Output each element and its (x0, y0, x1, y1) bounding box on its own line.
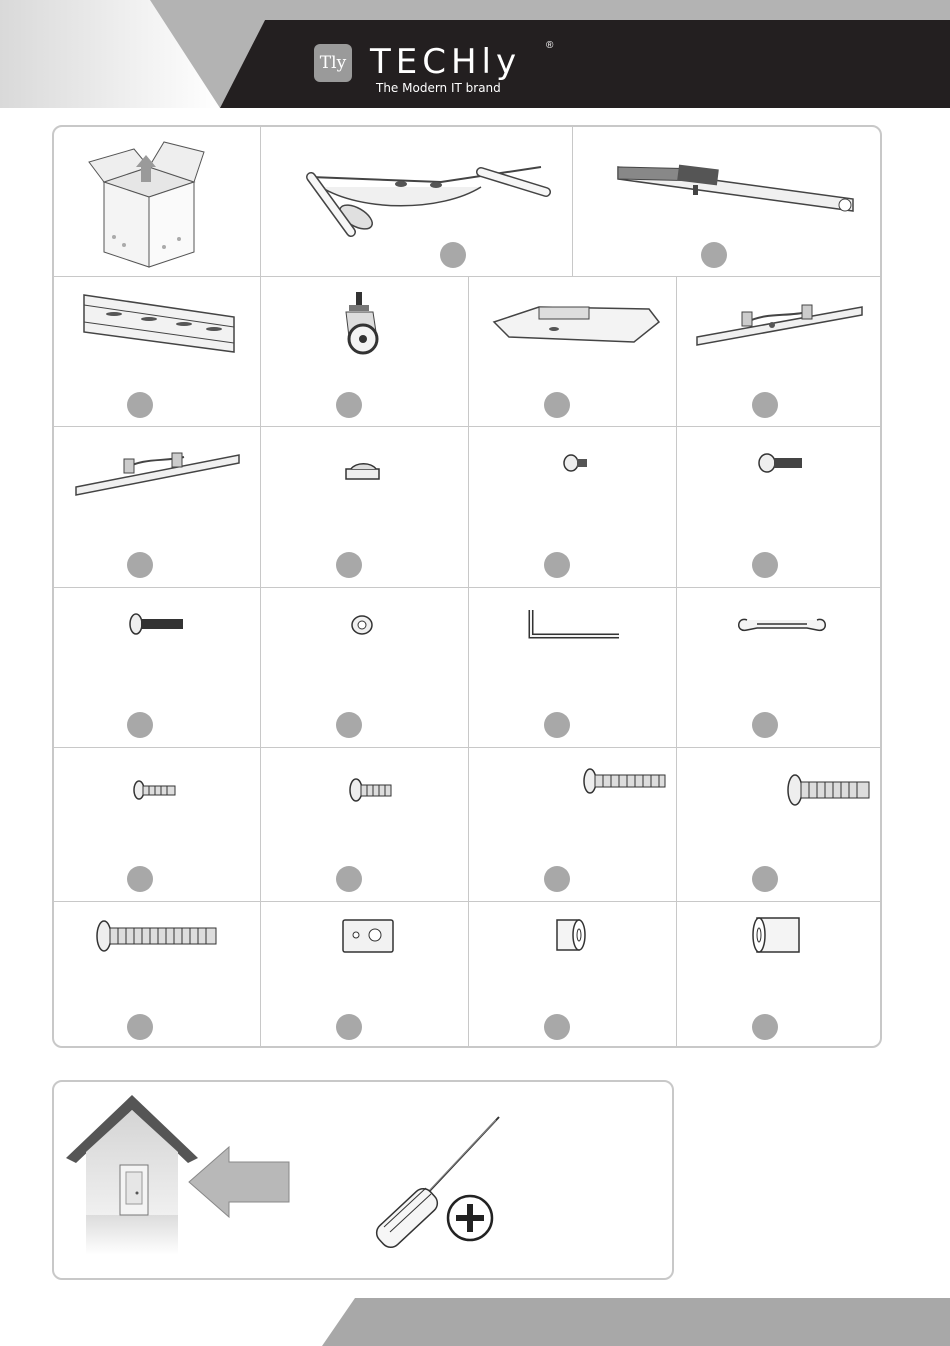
part-cell (54, 277, 261, 427)
brand-tagline: The Modern IT brand (376, 81, 501, 95)
vesa-arm-left-icon (677, 277, 882, 427)
wrench-icon (677, 588, 882, 748)
phillips-plus-icon (444, 1192, 496, 1244)
part-number-badge (752, 392, 778, 418)
part-number-badge (544, 552, 570, 578)
part-number-badge (752, 866, 778, 892)
part-number-badge (752, 712, 778, 738)
part-cell (469, 588, 677, 748)
part-number-badge (127, 552, 153, 578)
part-cell (677, 277, 882, 427)
clip-icon (261, 427, 469, 588)
part-number-badge (752, 1014, 778, 1040)
part-number-badge (336, 552, 362, 578)
part-cell (677, 427, 882, 588)
part-cell (261, 127, 573, 277)
part-cell (469, 902, 677, 1048)
wall-rail-bracket-icon (54, 277, 261, 427)
tube-spacer-icon (677, 902, 882, 1048)
part-cell (261, 588, 469, 748)
screw-m4-short-icon (54, 748, 261, 902)
part-number-badge (336, 866, 362, 892)
hex-bolt-icon (677, 427, 882, 588)
parts-list-panel (52, 125, 882, 1048)
castor-wheel-icon (261, 277, 469, 427)
button-head-bolt-icon (54, 588, 261, 748)
part-cell (469, 427, 677, 588)
footer-banner (0, 1298, 950, 1346)
part-number-badge (544, 866, 570, 892)
part-cell (261, 902, 469, 1048)
part-number-badge (336, 1014, 362, 1040)
part-cell (677, 748, 882, 902)
part-cell (677, 588, 882, 748)
part-cell (573, 127, 882, 277)
part-number-badge (127, 1014, 153, 1040)
brand-logo-group (310, 40, 570, 100)
vesa-arm-right-icon (54, 427, 261, 588)
base-frame-icon (261, 127, 573, 277)
part-cell (54, 127, 261, 277)
part-number-badge (544, 392, 570, 418)
allen-key-icon (469, 588, 677, 748)
screw-m8-long-icon (677, 748, 882, 902)
part-number-badge (544, 712, 570, 738)
ring-spacer-icon (469, 902, 677, 1048)
part-number-badge (336, 392, 362, 418)
part-cell (469, 748, 677, 902)
arrow-left-icon (184, 1142, 294, 1222)
brand-registered-mark: ® (546, 40, 554, 51)
part-cell (261, 277, 469, 427)
package-box-icon (54, 127, 261, 277)
screw-m6-long-icon (469, 748, 677, 902)
shelf-plate-icon (469, 277, 677, 427)
part-number-badge (440, 242, 466, 268)
screw-m5-short-icon (261, 748, 469, 902)
part-number-badge (127, 392, 153, 418)
part-cell (54, 902, 261, 1048)
spacer-plate-icon (261, 902, 469, 1048)
part-number-badge (336, 712, 362, 738)
part-cell (469, 277, 677, 427)
part-cell (261, 748, 469, 902)
screw-m8-extra-long-icon (54, 902, 261, 1048)
part-number-badge (544, 1014, 570, 1040)
part-number-badge (752, 552, 778, 578)
part-cell (54, 427, 261, 588)
part-cell (54, 588, 261, 748)
small-screw-icon (469, 427, 677, 588)
part-cell (677, 902, 882, 1048)
part-cell (54, 748, 261, 902)
part-cell (261, 427, 469, 588)
washer-icon (261, 588, 469, 748)
telescopic-pole-icon (573, 127, 882, 277)
brand-logo-mark: Tly (314, 44, 352, 82)
part-number-badge (701, 242, 727, 268)
tools-required-panel (52, 1080, 674, 1280)
brand-name: TECHly (370, 42, 522, 82)
part-number-badge (127, 712, 153, 738)
part-number-badge (127, 866, 153, 892)
